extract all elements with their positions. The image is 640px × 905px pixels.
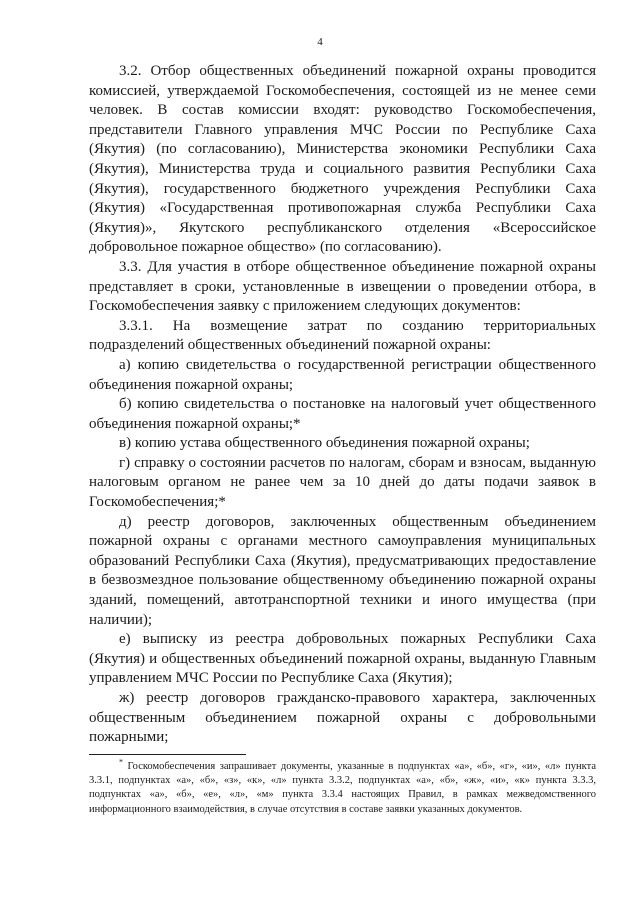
footnote (89, 757, 597, 817)
footnote-text: Госкомобеспечения запрашивает документы, указанные в подпунктах «а», «б», «г», «и», «л» пункта 3.3.1, подпунктах «а», «б», «з», «к», «л» пункта 3.3.2, подпунктах «а», «б», «ж», «и», «к» пункта 3.3.3, подпунктах «а», «б», «е», «л», «м» пункта 3.3.4 настоящих Правил, в рамках межведомственного информационного взаимодействия, в случае отсутствия в составе заявки указанных документов. (89, 761, 597, 815)
list-item-v: в) копию устава общественного объединения пожарной охраны; (119, 435, 530, 452)
paragraph-3-2: 3.2. Отбор общественных объединений пожарной охраны проводится комиссией, утверждаемой Госкомобеспечения, состоящей из не менее семи человек. В состав комиссии входят: руководство Госкомобеспечения, представители Главного управления МЧС России по Республике Саха (Якутия) (по согласованию), Министерства экономики Республики Саха (Якутия), Министерства труда и социального развития Республики Саха (Якутия), государственного бюджетного учреждения Республики Саха (Якутия) «Государственная противопожарная служба Республики Саха (Якутия)», Якутского республиканского отделения «Всероссийское добровольное пожарное общество» (по согласованию). (89, 63, 596, 256)
footnote-marker: * (119, 757, 123, 767)
paragraph-3-3-1: 3.3.1. На возмещение затрат по созданию территориальных подразделений общественных объединений пожарной охраны: (89, 317, 596, 354)
list-item-b: б) копию свидетельства о постановке на налоговый учет общественного объединения пожарной охраны;* (89, 396, 596, 432)
list-item-zh: ж) реестр договоров гражданско-правового характера, заключенных общественным объединением пожарной охраны с добровольными пожарными; (89, 690, 596, 746)
list-item-a: а) копию свидетельства о государственной регистрации общественного объединения пожарной охраны; (89, 356, 596, 393)
document-body (89, 62, 596, 748)
paragraph-3-3: 3.3. Для участия в отборе общественное объединение пожарной охраны представляет в сроки, установленные в извещении о проведении отбора, в Госкомобеспечения заявку с приложением следующих документов: (89, 258, 596, 315)
list-item-d: д) реестр договоров, заключенных общественным объединением пожарной охраны с органами местного самоуправления муниципальных образований Республики Саха (Якутия), предусматривающих предоставление в безвозмездное пользование общественному объединению пожарной охраны зданий, помещений, автотранспортной техники и иного имущества (при наличии); (89, 513, 596, 628)
list-item-e: е) выписку из реестра добровольных пожарных Республики Саха (Якутия) и общественных объединений пожарной охраны, выданную Главным управлением МЧС России по Республике Саха (Якутия); (89, 631, 596, 687)
footnote-separator (89, 754, 246, 755)
page-number: 4 (317, 36, 323, 48)
list-item-g: г) справку о состоянии расчетов по налогам, сборам и взносам, выданную налоговым органом не ранее чем за 10 дней до даты подачи заявок в Госкомобеспечения;* (89, 454, 596, 511)
